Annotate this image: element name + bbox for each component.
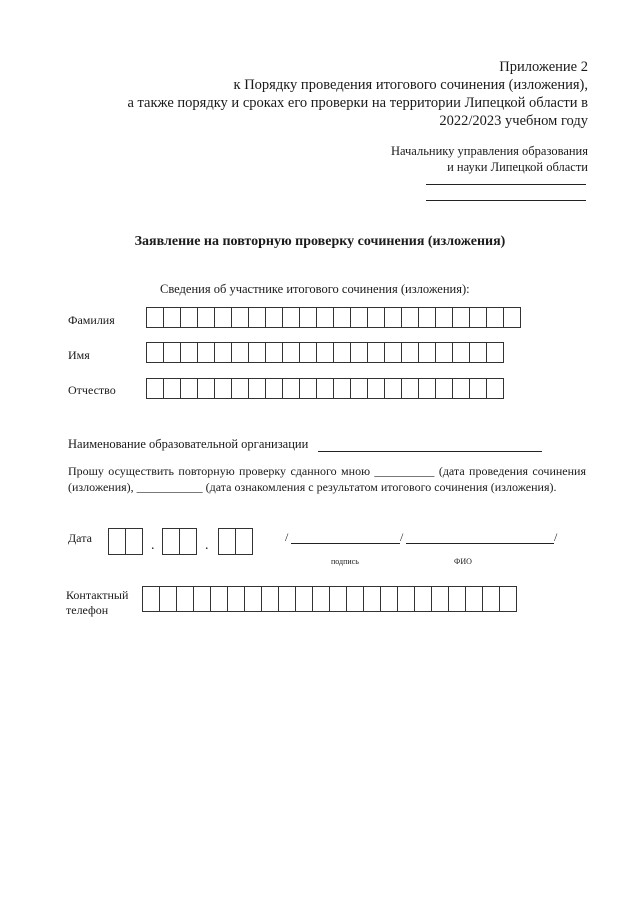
input-cell[interactable]	[486, 378, 504, 399]
date-separator-1: .	[151, 538, 155, 553]
addressee-line-1: Начальнику управления образования	[390, 144, 588, 158]
input-cell[interactable]	[299, 342, 317, 363]
input-cell[interactable]	[469, 342, 487, 363]
input-cell[interactable]	[125, 528, 143, 555]
input-cell[interactable]	[401, 378, 419, 399]
input-cell[interactable]	[401, 342, 419, 363]
input-cell[interactable]	[418, 342, 436, 363]
input-cell[interactable]	[316, 378, 334, 399]
input-cell[interactable]	[197, 307, 215, 328]
input-cell[interactable]	[435, 307, 453, 328]
input-cell[interactable]	[162, 528, 180, 555]
input-cell[interactable]	[180, 378, 198, 399]
input-cell[interactable]	[448, 586, 466, 612]
input-cell[interactable]	[146, 307, 164, 328]
sender-line-1[interactable]	[426, 184, 586, 185]
organization-label: Наименование образовательной организации	[68, 437, 309, 451]
input-cell[interactable]	[278, 586, 296, 612]
signature-slash-1: /	[285, 530, 289, 544]
input-cell[interactable]	[299, 378, 317, 399]
input-cell[interactable]	[312, 586, 330, 612]
input-cell[interactable]	[418, 307, 436, 328]
input-cell[interactable]	[146, 342, 164, 363]
addressee-line-2: и науки Липецкой области	[447, 160, 588, 174]
input-cell[interactable]	[295, 586, 313, 612]
input-cell[interactable]	[316, 342, 334, 363]
appendix-scope: а также порядку и сроках его проверки на территории Липецкой области в	[127, 95, 588, 111]
date-year-cells[interactable]	[218, 528, 252, 555]
input-cell[interactable]	[363, 586, 381, 612]
input-cell[interactable]	[244, 586, 262, 612]
patronymic-label: Отчество	[68, 383, 116, 397]
input-cell[interactable]	[452, 307, 470, 328]
input-cell[interactable]	[503, 307, 521, 328]
input-cell[interactable]	[367, 307, 385, 328]
input-cell[interactable]	[469, 378, 487, 399]
input-cell[interactable]	[486, 307, 504, 328]
input-cell[interactable]	[265, 378, 283, 399]
input-cell[interactable]	[418, 378, 436, 399]
input-cell[interactable]	[482, 586, 500, 612]
input-cell[interactable]	[261, 586, 279, 612]
input-cell[interactable]	[367, 378, 385, 399]
input-cell[interactable]	[397, 586, 415, 612]
input-cell[interactable]	[176, 586, 194, 612]
input-cell[interactable]	[282, 307, 300, 328]
input-cell[interactable]	[231, 342, 249, 363]
input-cell[interactable]	[180, 307, 198, 328]
date-day-cells[interactable]	[108, 528, 142, 555]
input-cell[interactable]	[384, 342, 402, 363]
input-cell[interactable]	[214, 307, 232, 328]
surname-label: Фамилия	[68, 313, 115, 327]
appendix-reference: к Порядку проведения итогового сочинения (изложения),	[233, 77, 588, 93]
input-cell[interactable]	[414, 586, 432, 612]
input-cell[interactable]	[146, 378, 164, 399]
input-cell[interactable]	[435, 378, 453, 399]
appendix-number: Приложение 2	[499, 59, 588, 75]
input-cell[interactable]	[465, 586, 483, 612]
input-cell[interactable]	[163, 307, 181, 328]
input-cell[interactable]	[163, 378, 181, 399]
input-cell[interactable]	[499, 586, 517, 612]
input-cell[interactable]	[214, 378, 232, 399]
input-cell[interactable]	[142, 586, 160, 612]
input-cell[interactable]	[197, 378, 215, 399]
input-cell[interactable]	[333, 307, 351, 328]
input-cell[interactable]	[179, 528, 197, 555]
input-cell[interactable]	[299, 307, 317, 328]
input-cell[interactable]	[329, 586, 347, 612]
input-cell[interactable]	[435, 342, 453, 363]
request-text: Прошу осуществить повторную проверку сданного мною __________ (дата проведения сочинения (изложения), ___________ (дата ознакомления с результатом итогового сочинения (изложения).	[68, 464, 586, 494]
input-cell[interactable]	[401, 307, 419, 328]
input-cell[interactable]	[248, 378, 266, 399]
input-cell[interactable]	[316, 307, 334, 328]
input-cell[interactable]	[231, 307, 249, 328]
input-cell[interactable]	[333, 378, 351, 399]
input-cell[interactable]	[469, 307, 487, 328]
input-cell[interactable]	[350, 307, 368, 328]
input-cell[interactable]	[265, 342, 283, 363]
input-cell[interactable]	[452, 342, 470, 363]
appendix-year: 2022/2023 учебном году	[439, 113, 588, 129]
signature-caption: подпись	[331, 557, 359, 566]
signature-slash-3: /	[554, 530, 558, 544]
input-cell[interactable]	[231, 378, 249, 399]
input-cell[interactable]	[431, 586, 449, 612]
input-cell[interactable]	[333, 342, 351, 363]
input-cell[interactable]	[452, 378, 470, 399]
phone-label-line-1: Контактный	[66, 588, 129, 602]
patronymic-input-cells[interactable]	[146, 378, 503, 399]
input-cell[interactable]	[282, 378, 300, 399]
phone-label	[66, 588, 128, 618]
name-input-cells[interactable]	[146, 342, 503, 363]
participant-info-heading: Сведения об участнике итогового сочинения (изложения):	[160, 282, 470, 296]
input-cell[interactable]	[227, 586, 245, 612]
input-cell[interactable]	[248, 342, 266, 363]
input-cell[interactable]	[367, 342, 385, 363]
date-label: Дата	[68, 531, 92, 545]
surname-input-cells[interactable]	[146, 307, 520, 328]
input-cell[interactable]	[218, 528, 236, 555]
input-cell[interactable]	[159, 586, 177, 612]
sender-line-2[interactable]	[426, 200, 586, 201]
input-cell[interactable]	[486, 342, 504, 363]
input-cell[interactable]	[163, 342, 181, 363]
input-cell[interactable]	[282, 342, 300, 363]
phone-input-cells[interactable]	[142, 586, 516, 612]
organization-input-line[interactable]	[318, 451, 542, 452]
signature-input-line[interactable]	[291, 543, 400, 544]
input-cell[interactable]	[193, 586, 211, 612]
input-cell[interactable]	[197, 342, 215, 363]
name-label: Имя	[68, 348, 90, 362]
input-cell[interactable]	[350, 378, 368, 399]
input-cell[interactable]	[346, 586, 364, 612]
input-cell[interactable]	[265, 307, 283, 328]
input-cell[interactable]	[384, 307, 402, 328]
input-cell[interactable]	[180, 342, 198, 363]
input-cell[interactable]	[108, 528, 126, 555]
input-cell[interactable]	[384, 378, 402, 399]
input-cell[interactable]	[350, 342, 368, 363]
input-cell[interactable]	[214, 342, 232, 363]
signature-slash-2: /	[400, 530, 404, 544]
phone-label-line-2: телефон	[66, 603, 109, 617]
addressee-block	[391, 143, 588, 175]
appendix-header	[127, 58, 588, 130]
form-title: Заявление на повторную проверку сочинения (изложения)	[134, 234, 506, 249]
input-cell[interactable]	[248, 307, 266, 328]
date-separator-2: .	[205, 538, 209, 553]
input-cell[interactable]	[235, 528, 253, 555]
date-month-cells[interactable]	[162, 528, 196, 555]
input-cell[interactable]	[380, 586, 398, 612]
fio-input-line[interactable]	[406, 543, 554, 544]
input-cell[interactable]	[210, 586, 228, 612]
fio-caption: ФИО	[454, 557, 472, 566]
